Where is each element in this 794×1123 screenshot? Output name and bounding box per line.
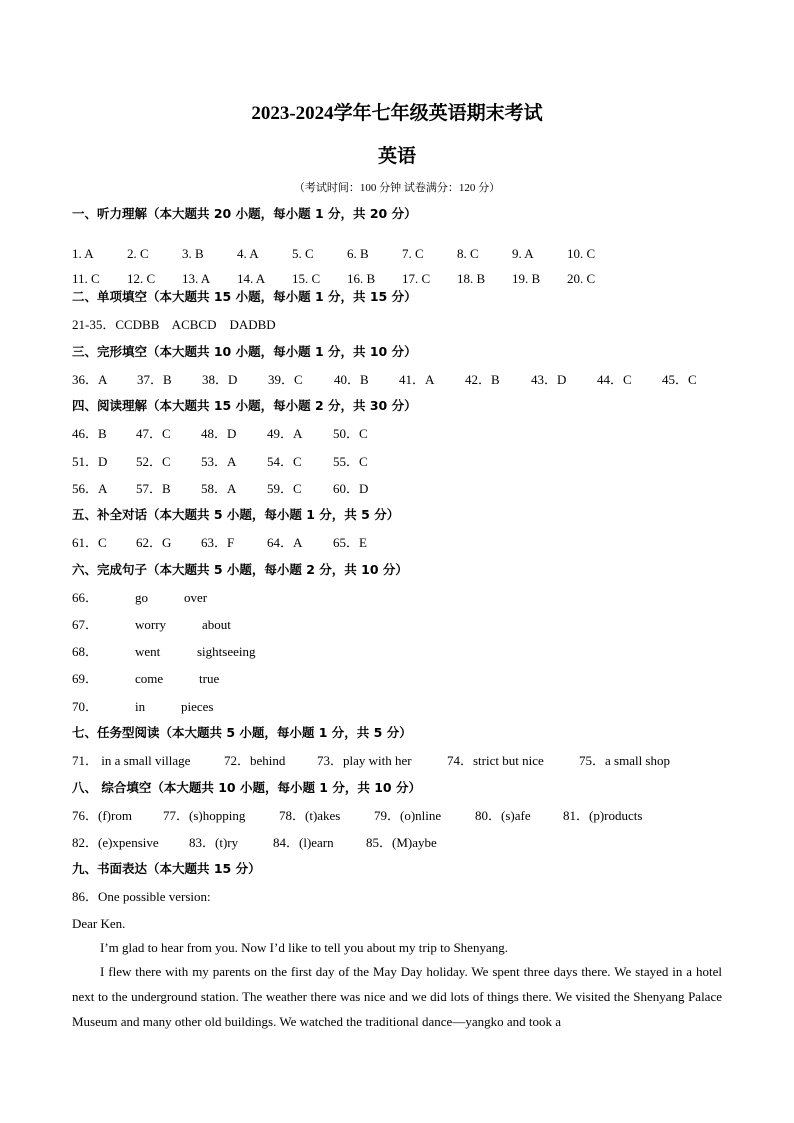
answer-item: 10. C — [567, 246, 596, 261]
answer-item: 15. C — [292, 271, 321, 286]
answer-item: 82．(e)xpensive — [72, 835, 159, 850]
answer-item: 52．C — [136, 454, 171, 469]
answer-word: go — [135, 590, 148, 605]
answer-item: 7. C — [402, 246, 424, 261]
letter-greeting: Dear Ken. — [72, 916, 126, 931]
answer-word: pieces — [181, 699, 214, 714]
answer-item: 46．B — [72, 426, 107, 441]
answer-word: about — [202, 617, 231, 632]
answer-item: 48．D — [201, 426, 237, 441]
answer-word: went — [135, 644, 161, 659]
answer-item: 37．B — [137, 372, 172, 387]
answer-word: true — [199, 671, 220, 686]
answer-item: 56．A — [72, 481, 108, 496]
answer-word: sightseeing — [197, 644, 256, 659]
answer-item: 77．(s)hopping — [163, 808, 246, 823]
answer-word: come — [135, 671, 164, 686]
answer-item: 43．D — [531, 372, 567, 387]
answer-item: 54．C — [267, 454, 302, 469]
answer-item: 84．(l)earn — [273, 835, 334, 850]
answer-item: 61．C — [72, 535, 107, 550]
answer-item: 74．strict but nice — [447, 753, 544, 768]
answer-item: 20. C — [567, 271, 596, 286]
section-heading-single-choice: 二、单项填空（本大题共 15 小题，每小题 1 分，共 15 分） — [72, 289, 417, 304]
section-heading-dialogue: 五、补全对话（本大题共 5 小题，每小题 1 分，共 5 分） — [72, 507, 400, 522]
answer-item: 14. A — [237, 271, 266, 286]
answer-item: 79．(o)nline — [374, 808, 442, 823]
answer-item: 8. C — [457, 246, 479, 261]
answer-item: 65．E — [333, 535, 367, 550]
answer-item: 51．D — [72, 454, 108, 469]
answer-item: 16. B — [347, 271, 376, 286]
answer-item: 18. B — [457, 271, 486, 286]
answer-item: 49．A — [267, 426, 303, 441]
page-title: 2023-2024学年七年级英语期末考试 — [251, 103, 543, 124]
answer-item: 50．C — [333, 426, 368, 441]
answer-item: 57．B — [136, 481, 171, 496]
answer-item: 19. B — [512, 271, 541, 286]
section-heading-listening: 一、听力理解（本大题共 20 小题，每小题 1 分，共 20 分） — [72, 206, 417, 221]
answer-item: 81．(p)roducts — [563, 808, 643, 823]
answer-item: 4. A — [237, 246, 259, 261]
answer-item: 76．(f)rom — [72, 808, 132, 823]
section-heading-sentences: 六、完成句子（本大题共 5 小题，每小题 2 分，共 10 分） — [72, 562, 408, 577]
answer-number: 69． — [72, 671, 99, 686]
answer-item: 45．C — [662, 372, 697, 387]
answer-item: 72．behind — [224, 753, 286, 768]
letter-paragraph-2: I flew there with my parents on the first day of the May Day holiday. We spent three days there. We stayed in a hotel next to the underground station. The weather there was nice and we did lots of things there. We visited the Shenyang Palace Museum and many other old buildings. We watched the traditional dance—yangko and took a — [72, 964, 722, 1029]
answer-item: 78．(t)akes — [279, 808, 341, 823]
answer-item: 2. C — [127, 246, 149, 261]
answer-word: in — [135, 699, 146, 714]
section-heading-task-reading: 七、任务型阅读（本大题共 5 小题，每小题 1 分，共 5 分） — [72, 725, 412, 740]
answer-item: 71． in a small village — [72, 753, 191, 768]
answer-item: 3. B — [182, 246, 204, 261]
answer-item: 40．B — [334, 372, 369, 387]
answer-item: 63．F — [201, 535, 235, 550]
section-heading-cloze: 三、完形填空（本大题共 10 小题，每小题 1 分，共 10 分） — [72, 344, 417, 359]
answer-item: 5. C — [292, 246, 314, 261]
section-heading-reading: 四、阅读理解（本大题共 15 小题，每小题 2 分，共 30 分） — [72, 398, 417, 413]
answer-item: 73．play with her — [317, 753, 412, 768]
answer-item: 75．a small shop — [579, 753, 670, 768]
answer-item: 59．C — [267, 481, 302, 496]
answer-item: 9. A — [512, 246, 534, 261]
answer-item: 38．D — [202, 372, 238, 387]
section-heading-comprehensive: 八、 综合填空（本大题共 10 小题，每小题 1 分，共 10 分） — [72, 780, 421, 795]
answer-item: 1. A — [72, 246, 94, 261]
answer-number: 70． — [72, 699, 99, 714]
answer-item: 42．B — [465, 372, 500, 387]
answer-item: 41．A — [399, 372, 435, 387]
subject-title: 英语 — [377, 146, 416, 167]
letter-paragraph-1: I’m glad to hear from you. Now I’d like to tell you about my trip to Shenyang. — [100, 940, 508, 955]
section-heading-writing: 九、书面表达（本大题共 15 分） — [72, 861, 261, 876]
answer-item: 60．D — [333, 481, 369, 496]
answer-item: 64．A — [267, 535, 303, 550]
answer-item: 44．C — [597, 372, 632, 387]
answer-item: 55．C — [333, 454, 368, 469]
single-choice-answers: 21-35．CCDBB ACBCD DADBD — [72, 317, 276, 332]
answer-item: 47．C — [136, 426, 171, 441]
answer-item: 17. C — [402, 271, 431, 286]
answer-number: 67． — [72, 617, 99, 632]
answer-item: 39．C — [268, 372, 303, 387]
answer-word: worry — [135, 617, 167, 632]
answer-word: over — [184, 590, 208, 605]
answer-item: 58．A — [201, 481, 237, 496]
answer-item: 6. B — [347, 246, 369, 261]
answer-item: 62．G — [136, 535, 172, 550]
answer-item: 36．A — [72, 372, 108, 387]
answer-number: 66． — [72, 590, 99, 605]
answer-item: 85．(M)aybe — [366, 835, 437, 850]
answer-item: 53．A — [201, 454, 237, 469]
answer-item: 13. A — [182, 271, 211, 286]
answer-item: 11. C — [72, 271, 100, 286]
writing-intro: 86．One possible version: — [72, 889, 211, 904]
answer-item: 12. C — [127, 271, 156, 286]
answer-number: 68． — [72, 644, 99, 659]
exam-info: （考试时间：100 分钟 试卷满分：120 分） — [293, 182, 501, 194]
answer-item: 83．(t)ry — [189, 835, 239, 850]
answer-item: 80．(s)afe — [475, 808, 531, 823]
